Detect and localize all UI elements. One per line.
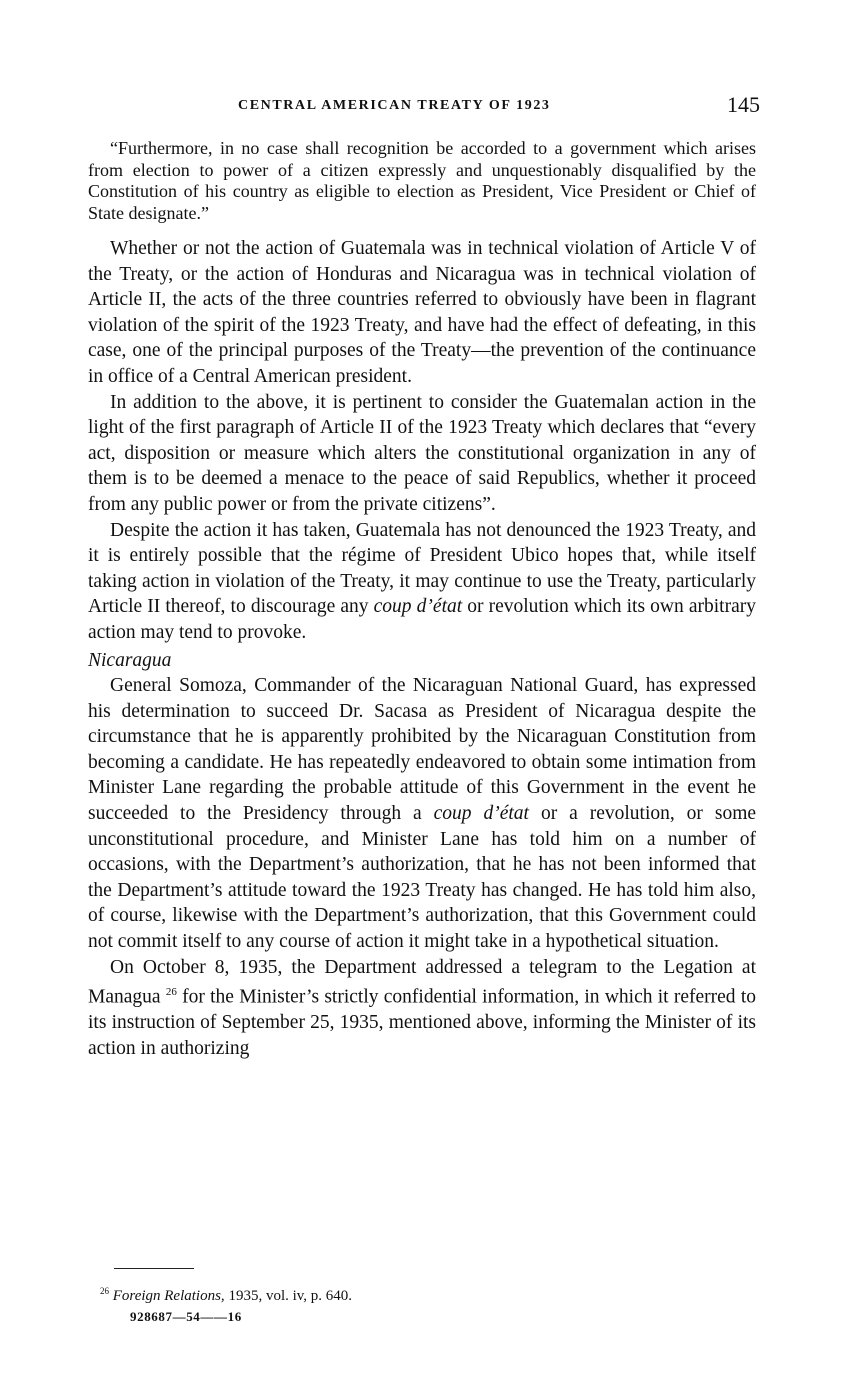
footnote-citation: 1935, vol. iv, p. 640. [228, 1288, 353, 1304]
footnote-source: Foreign Relations, [112, 1288, 225, 1304]
paragraph-somoza-text-b: or a revolution, or some unconstitutional procedure, and Minister Lane has told him on a number of occasions, with the Department’s authorization, that he has not been informed that the Department’s attitude toward the 1923 Treaty has changed. He has told him also, of course, likewise with the Department’s authorization, that this Government could not commit itself to any course of action it might take in a hypothetical situation. [88, 803, 757, 953]
section-heading-nicaragua: Nicaragua [88, 649, 172, 671]
footnote-reference: 26 [165, 986, 177, 999]
footnote [100, 1286, 700, 1305]
paragraph-ubico-text-b: or revolution which its own arbitrary action may tend to provoke. [88, 596, 756, 643]
footnote-number: 26 [100, 1286, 109, 1296]
paragraph-october-telegram [88, 955, 756, 1062]
paragraph-ubico-text-a: Despite the action it has taken, Guatemala has not denounced the 1923 Treaty, and it is entirely possible that the régime of President Ubico hopes that, while itself taking action in violation of the Treaty, it may continue to use the Treaty, particularly Article II thereof, to discourage any [88, 519, 756, 618]
paragraph-october-text-a: On October 8, 1935, the Department addressed a telegram to the Legation at Managua [88, 956, 756, 1008]
body-text [88, 138, 756, 1062]
paragraph-october-text-b: for the Minister’s strictly confidential information, in which it referred to its instruction of September 25, 1935, mentioned above, informing the Minister of its action in authorizing [88, 986, 756, 1059]
paragraph-ubico [88, 518, 756, 646]
running-title: CENTRAL AMERICAN TREATY OF 1923 [238, 98, 551, 113]
block-quote: “Furthermore, in no case shall recognition be accorded to a government which arises from election to power of a citizen expressly and unquestionably disqualified by the Constitution of his country as eligible to election as President, Vice President or Chief of State designate.” [88, 138, 756, 223]
footnote-divider [114, 1268, 194, 1269]
italic-coup-detat-2: coup d’état [433, 803, 529, 825]
page-header [88, 92, 760, 122]
italic-coup-detat: coup d’état [373, 596, 463, 618]
paragraph-guatemala-violation: Whether or not the action of Guatemala was in technical violation of Article V of the Treaty, or the action of Honduras and Nicaragua was in technical violation of Article II, the acts of the three countries referred to obviously have been in flagrant violation of the spirit of the 1923 Treaty, and have had the effect of defeating, in this case, one of the principal purposes of the Treaty—the prevention of the continuance in office of a Central American president. [88, 238, 756, 387]
paragraph-somoza-text-a: General Somoza, Commander of the Nicaraguan National Guard, has expressed his determination to succeed Dr. Sacasa as President of Nicaragua despite the circumstance that he is apparently prohibited by the Nicaraguan Constitution from becoming a candidate. He has repeatedly endeavored to obtain some intimation from Minister Lane regarding the probable attitude of this Government in the event he succeeded to the Presidency through a [88, 675, 756, 825]
paragraph-article-ii: In addition to the above, it is pertinent to consider the Guatemalan action in the light of the first paragraph of Article II of the 1923 Treaty which declares that “every act, disposition or measure which alters the constitutional organization in any of them is to be deemed a menace to the peace of said Republics, whether it proceed from any public power or from the private citizens”. [88, 391, 756, 515]
printer-mark: 928687—54——16 [130, 1309, 242, 1324]
paragraph-somoza [88, 673, 756, 955]
page-number: 145 [727, 92, 760, 117]
